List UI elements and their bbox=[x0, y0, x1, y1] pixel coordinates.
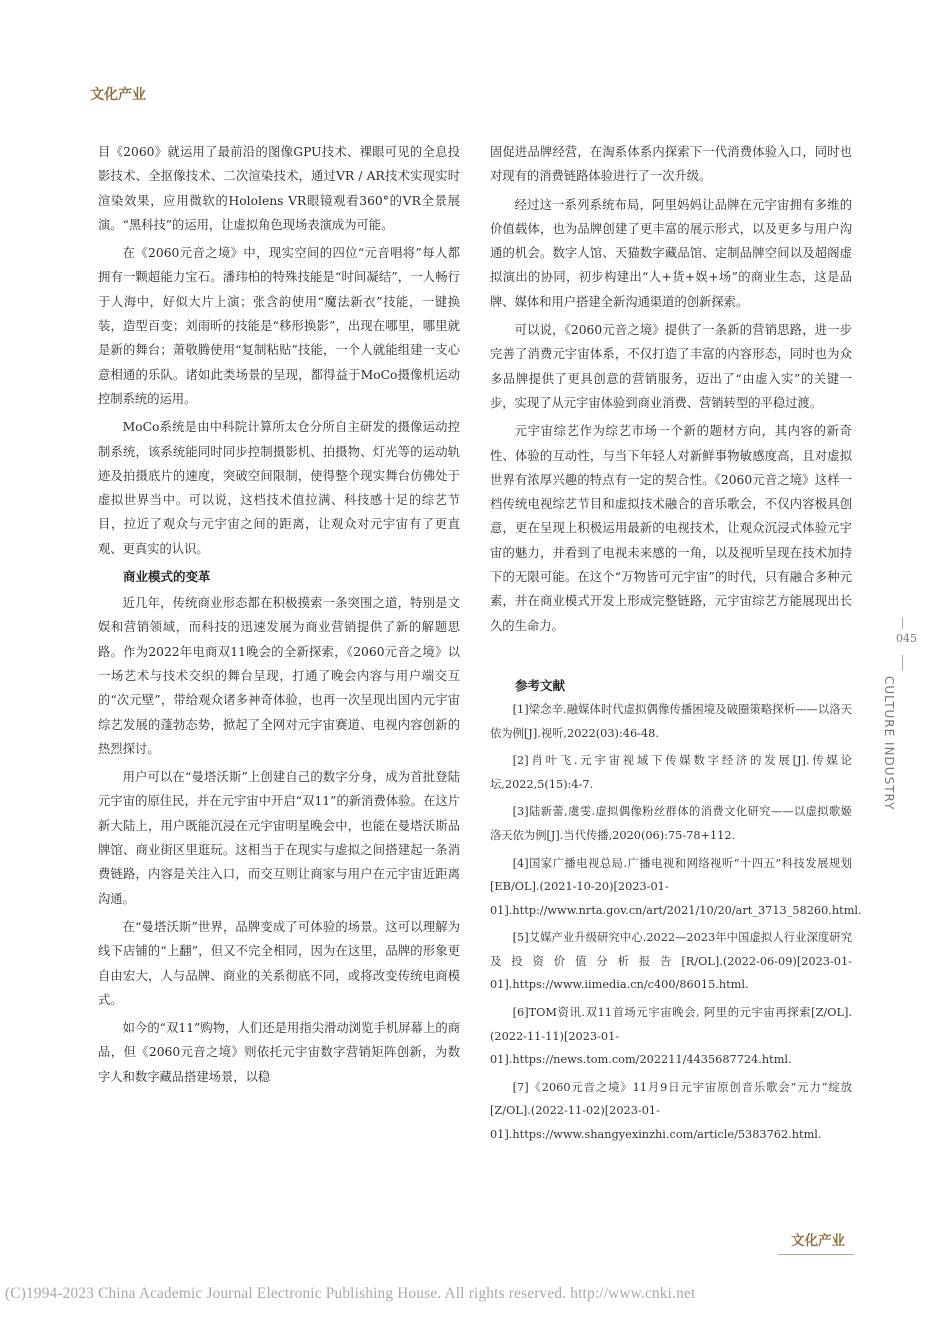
section-side-label: CULTURE INDUSTRY bbox=[882, 676, 896, 811]
right-column bbox=[490, 140, 862, 1151]
running-header-title: 文化产业 bbox=[90, 87, 146, 103]
reference-item: [2]肖叶飞.元宇宙视域下传媒数字经济的发展[J].传媒论坛,2022,5(15):4-7. bbox=[490, 754, 852, 791]
page-number: 045 bbox=[896, 632, 917, 645]
body-paragraph: 如今的“双11”购物，人们还是用指尖滑动浏览手机屏幕上的商品，但《2060元音之境》则依托元宇宙数字营销矩阵创新，为数字人和数字藏品搭建场景，以稳 bbox=[98, 1021, 460, 1084]
section-heading: 商业模式的变革 bbox=[123, 569, 211, 585]
footer-rule bbox=[778, 1254, 854, 1255]
reference-item: [7]《2060元音之境》11月9日元宇宙原创音乐歌会“元力”绽放[Z/OL].(2022-11-02)[2023-01-01].https://www.shangyexinzhi.com/article/5383762.html. bbox=[490, 1080, 852, 1142]
body-paragraph: MoCo系统是由中科院计算所太仓分所自主研发的摄像运动控制系统，该系统能同时同步控制摄影机、拍摄物、灯光等的运动轨迹及拍摄底片的速度，突破空间限制，使得整个现实舞台仿佛处于虚拟世界当中。可以说，这档技术值拉满、科技感十足的综艺节目，拉近了观众与元宇宙之间的距离，让观众对元宇宙有了更直观、更真实的认识。 bbox=[98, 420, 460, 556]
left-column bbox=[98, 140, 460, 1093]
references-heading: 参考文献 bbox=[515, 677, 566, 693]
reference-item: [6]TOM资讯.双11首场元宇宙晚会, 阿里的元宇宙再探索[Z/OL].(2022-11-11)[2023-01-01].https://news.tom.com/202211/4435687724.html. bbox=[490, 1006, 852, 1067]
reference-item: [4]国家广播电视总局.广播电视和网络视听“十四五”科技发展规划[EB/OL].(2021-10-20)[2023-01-01].http://www.nrta.gov.cn/art/2021/10/20/art_3713_58260.html. bbox=[490, 856, 862, 917]
body-paragraph: 经过这一系列系统布局，阿里妈妈让品牌在元宇宙拥有多维的价值载体，也为品牌创建了更丰富的展示形式，以及更多与用户沟通的机会。数字人馆、天猫数字藏品馆、定制品牌空间以及超阁虚拟演出的协同，初步构建出“人+货+娱+场”的商业生态，这是品牌、媒体和用户搭建全新沟通渠道的创新探索。 bbox=[490, 197, 852, 309]
body-paragraph: 在《2060元音之境》中，现实空间的四位“元音唱将”每人都拥有一颗超能力宝石。潘玮柏的特殊技能是“时间凝结”，一人畅行于人海中，好似大片上演；张含韵使用“魔法新衣”技能，一键换装，造型百变；刘雨昕的技能是“移形换影”，出现在哪里，哪里就是新的舞台；萧敬腾使用“复制粘贴”技能，一个人就能组建一支心意相通的乐队。诸如此类场景的呈现，都得益于MoCo摄像机运动控制系统的运用。 bbox=[98, 246, 460, 406]
reference-item: [5]艾媒产业升级研究中心.2022—2023年中国虚拟人行业深度研究及投资价值分析报告[R/OL].(2022-06-09)[2023-01-01].https://www.iimedia.cn/c400/86015.html. bbox=[490, 931, 852, 992]
body-paragraph: 用户可以在“曼塔沃斯”上创建自己的数字分身，成为首批登陆元宇宙的原住民，并在元宇宙中开启“双11”的新消费体验。在这片新大陆上，用户既能沉浸在元宇宙明星晚会中，也能在曼塔沃斯品牌馆、商业街区里逛玩。这相当于在现实与虚拟之间搭建起一条消费链路，内容是关注入口，而交互则让商家与用户在元宇宙近距离沟通。 bbox=[98, 770, 460, 906]
body-paragraph: 在“曼塔沃斯”世界，品牌变成了可体验的场景。这可以理解为线下店铺的“上翻”，但又不完全相同，因为在这里，品牌的形象更自由宏大，人与品牌、商业的关系彻底不同，或将改变传统电商模式。 bbox=[98, 919, 460, 1007]
copyright-watermark: (C)1994-2023 China Academic Journal Electronic Publishing House. All rights reserved. http://www.cnki.net bbox=[5, 1285, 696, 1302]
body-paragraph: 固促进品牌经营，在淘系体系内探索下一代消费体验入口，同时也对现有的消费链路体验进行了一次升级。 bbox=[490, 145, 852, 184]
side-divider bbox=[902, 617, 903, 629]
side-divider bbox=[902, 655, 903, 671]
body-paragraph: 可以说，《2060元音之境》提供了一条新的营销思路，进一步完善了消费元宇宙体系，不仅打造了丰富的内容形态，同时也为众多品牌提供了更具创意的营销服务，迈出了“由虚入实”的关键一步，实现了从元宇宙体验到商业消费、营销转型的平稳过渡。 bbox=[490, 323, 852, 410]
footer-title: 文化产业 bbox=[791, 1233, 845, 1249]
reference-item: [1]梁念辛.融媒体时代虚拟偶像传播困境及破圈策略探析——以洛天依为例[J].视听,2022(03):46-48. bbox=[490, 702, 852, 740]
body-paragraph: 元宇宙综艺作为综艺市场一个新的题材方向，其内容的新奇性、体验的互动性，与当下年轻人对新鲜事物敏感度高，且对虚拟世界有浓厚兴趣的特点有一定的契合性。《2060元音之境》这样一档传统电视综艺节目和虚拟技术融合的音乐歌会，不仅内容极具创意，更在呈现上积极运用最新的电视技术，让观众沉浸式体验元宇宙的魅力，并看到了电视未来感的一角，以及视听呈现在技术加持下的无限可能。在这个“万物皆可元宇宙”的时代，只有融合多种元素，并在商业模式开发上形成完整链路，元宇宙综艺方能展现出长久的生命力。 bbox=[490, 424, 852, 633]
body-paragraph: 目《2060》就运用了最前沿的图像GPU技术、裸眼可见的全息投影技术、全抠像技术、二次渲染技术，通过VR / AR技术实现实时渲染效果，应用微软的Hololens VR眼镜观看360°的VR全景展演。“黑科技”的运用，让虚拟角色现场表演成为可能。 bbox=[98, 145, 460, 232]
body-paragraph: 近几年，传统商业形态都在积极摸索一条突围之道，特别是文娱和营销领域，而科技的迅速发展为商业营销提供了新的解题思路。作为2022年电商双11晚会的全新探索，《2060元音之境》以一场艺术与技术交织的舞台呈现，打通了晚会内容与用户端交互的“次元壁”，带给观众诸多神奇体验，也再一次呈现出国内元宇宙综艺发展的蓬勃态势，掀起了全网对元宇宙赛道、电视内容创新的热烈探讨。 bbox=[98, 596, 460, 756]
reference-item: [3]陆新蕾,虞雯.虚拟偶像粉丝群体的消费文化研究——以虚拟歌姬洛天依为例[J].当代传播,2020(06):75-78+112. bbox=[490, 805, 852, 842]
